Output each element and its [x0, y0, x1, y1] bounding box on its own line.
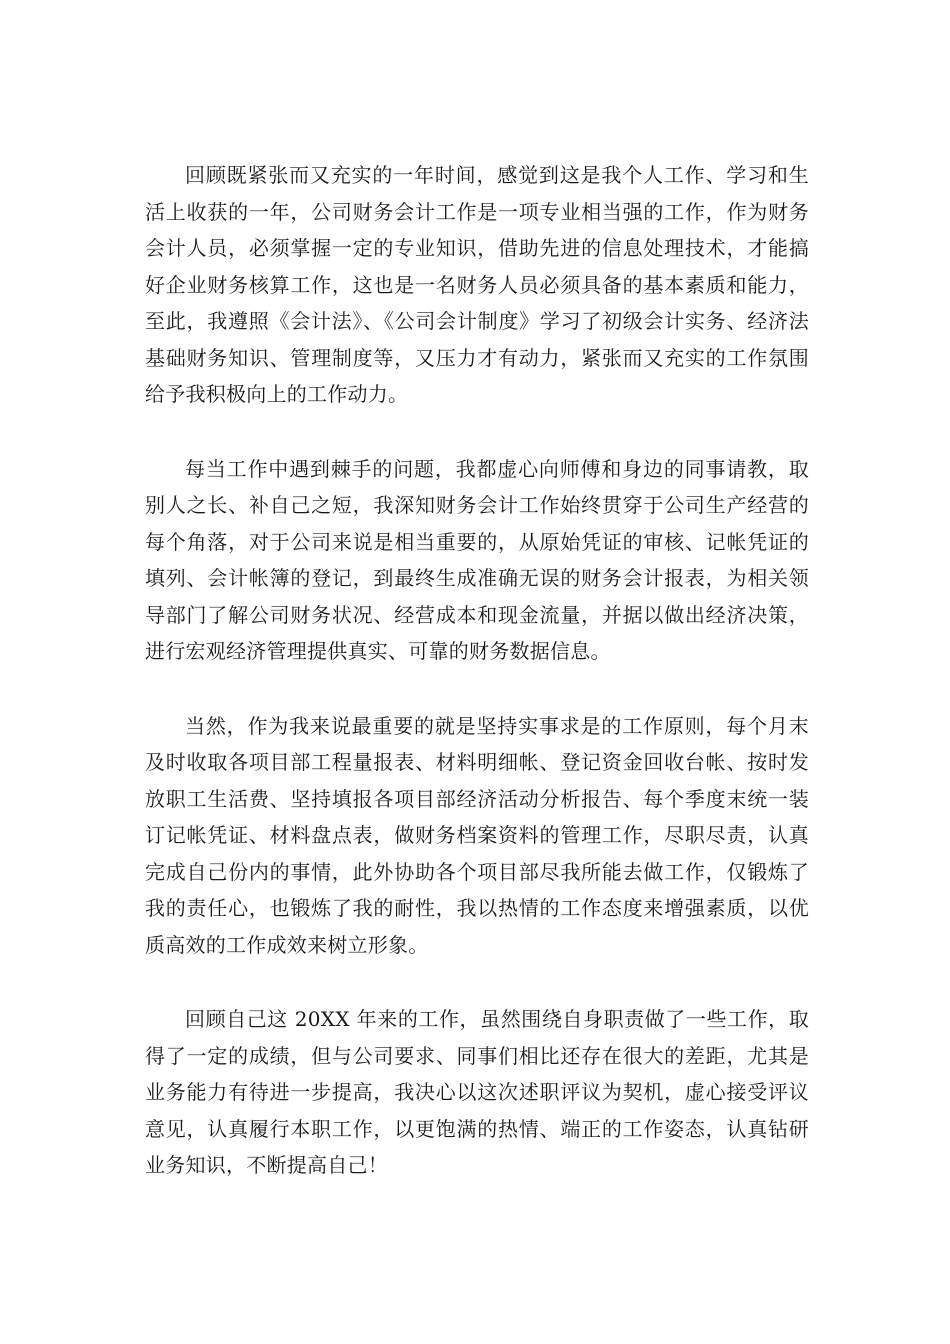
- paragraph-1: 回顾既紧张而又充实的一年时间，感觉到这是我个人工作、学习和生活上收获的一年，公司财务会计工作是一项专业相当强的工作，作为财务会计人员，必须掌握一定的专业知识，借助先进的信息处理技术，才能搞好企业财务核算工作，这也是一名财务人员必须具备的基本素质和能力，至此，我遵照《会计法》、《公司会计制度》学习了初级会计实务、经济法基础财务知识、管理制度等，又压力才有动力，紧张而又充实的工作氛围给予我积极向上的工作动力。: [145, 163, 809, 406]
- paragraph-2: 每当工作中遇到棘手的问题，我都虚心向师傅和身边的同事请教，取别人之长、补自己之短，我深知财务会计工作始终贯穿于公司生产经营的每个角落，对于公司来说是相当重要的，从原始凭证的审核、记帐凭证的填列、会计帐簿的登记，到最终生成准确无误的财务会计报表，为相关领导部门了解公司财务状况、经营成本和现金流量，并据以做出经济决策，进行宏观经济管理提供真实、可靠的财务数据信息。: [145, 456, 809, 663]
- paragraph-4: 回顾自己这 20XX 年来的工作，虽然围绕自身职责做了一些工作，取得了一定的成绩，但与公司要求、同事们相比还存在很大的差距，尤其是业务能力有待进一步提高，我决心以这次述职评议为契机，虚心接受评议意见，认真履行本职工作，以更饱满的热情、端正的工作姿态，认真钻研业务知识，不断提高自己！: [145, 1007, 809, 1177]
- document-body: [145, 157, 809, 1184]
- paragraph-3: 当然，作为我来说最重要的就是坚持实事求是的工作原则，每个月末及时收取各项目部工程量报表、材料明细帐、登记资金回收台帐、按时发放职工生活费、坚持填报各项目部经济活动分析报告、每个季度末统一装订记帐凭证、材料盘点表，做财务档案资料的管理工作，尽职尽责，认真完成自己份内的事情，此外协助各个项目部尽我所能去做工作，仅锻炼了我的责任心，也锻炼了我的耐性，我以热情的工作态度来增强素质，以优质高效的工作成效来树立形象。: [145, 713, 809, 957]
